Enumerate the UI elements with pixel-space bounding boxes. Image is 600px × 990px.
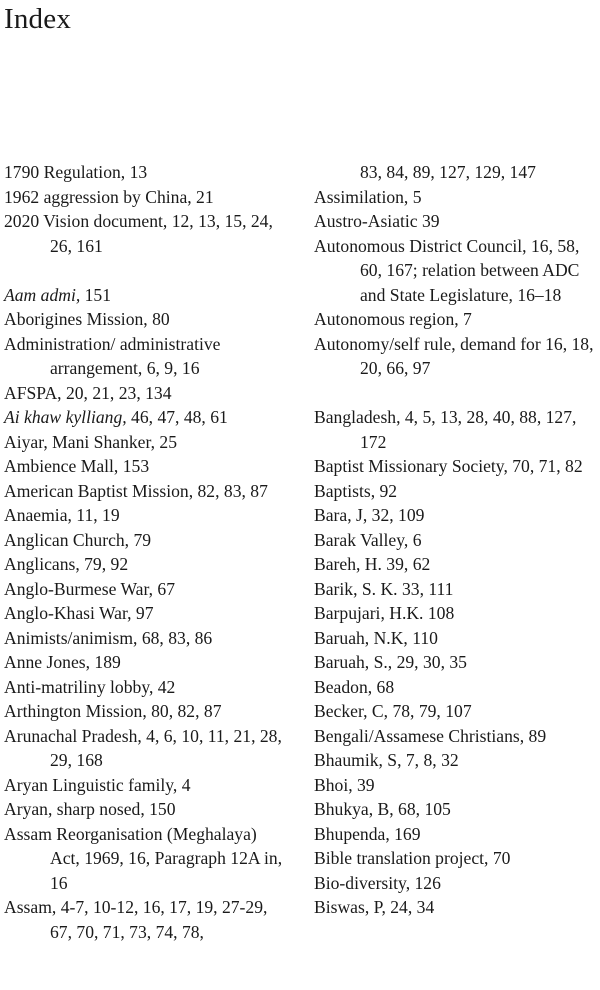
index-entry bbox=[314, 601, 596, 626]
index-column-right bbox=[314, 160, 596, 920]
index-entry-text: Anne Jones, 189 bbox=[4, 652, 121, 672]
index-entry bbox=[4, 528, 289, 553]
index-entry bbox=[4, 405, 289, 430]
index-entry-text: 1790 Regulation, 13 bbox=[4, 162, 148, 182]
index-entry bbox=[314, 626, 596, 651]
index-entry-text: Barik, S. K. 33, 111 bbox=[314, 578, 454, 599]
index-column-left bbox=[4, 160, 289, 944]
index-entry bbox=[4, 332, 289, 381]
index-entry bbox=[314, 822, 596, 847]
index-entry-text: Aryan Linguistic family, 4 bbox=[4, 774, 191, 795]
index-entry bbox=[314, 160, 596, 185]
index-entry-text: Aiyar, Mani Shanker, 25 bbox=[4, 431, 178, 452]
index-entry bbox=[314, 503, 596, 528]
index-entry bbox=[4, 160, 289, 185]
index-entry bbox=[314, 577, 596, 602]
index-entry-text: 46, 47, 48, 61 bbox=[126, 407, 228, 427]
index-entry-text: 2020 Vision document, 12, 13, 15, 24, 26, 161 bbox=[4, 211, 273, 256]
index-entry-text: Aryan, sharp nosed, 150 bbox=[4, 799, 176, 819]
index-entry-text: Bible translation project, 70 bbox=[314, 848, 511, 868]
index-entry bbox=[4, 675, 289, 700]
index-entry bbox=[4, 307, 289, 332]
index-entry-text: Assam Reorganisation (Meghalaya) Act, 1969, 16, Paragraph 12A in, 16 bbox=[4, 823, 283, 893]
page-title: Index bbox=[4, 3, 72, 35]
index-entry bbox=[314, 871, 596, 896]
index-entry-text: Baptists, 92 bbox=[314, 480, 398, 501]
index-entry-text: Anglo-Burmese War, 67 bbox=[4, 578, 176, 599]
index-entry bbox=[4, 822, 289, 896]
index-entry-italic-term: Ai khaw kylliang, bbox=[4, 407, 127, 427]
index-entry-text: Ambience Mall, 153 bbox=[4, 456, 150, 476]
index-entry bbox=[4, 626, 289, 651]
index-entry bbox=[314, 454, 596, 479]
index-entry bbox=[4, 650, 289, 675]
index-entry-text: AFSPA, 20, 21, 23, 134 bbox=[4, 382, 172, 403]
index-entry bbox=[4, 430, 289, 455]
index-entry bbox=[314, 234, 596, 308]
index-entry bbox=[314, 479, 596, 504]
index-entry bbox=[314, 724, 596, 749]
index-entry bbox=[4, 185, 289, 210]
index-entry bbox=[4, 381, 289, 406]
index-entry bbox=[4, 895, 289, 944]
index-entry-text: Anglicans, 79, 92 bbox=[4, 554, 129, 574]
index-entry-text: American Baptist Mission, 82, 83, 87 bbox=[4, 480, 268, 501]
index-entry bbox=[4, 479, 289, 504]
index-entry bbox=[314, 307, 596, 332]
index-entry-text: Bangladesh, 4, 5, 13, 28, 40, 88, 127, 172 bbox=[314, 407, 577, 452]
index-entry bbox=[4, 699, 289, 724]
index-entry-text: Baruah, S., 29, 30, 35 bbox=[314, 652, 467, 672]
index-entry-text: Assimilation, 5 bbox=[314, 186, 422, 207]
index-entry bbox=[4, 724, 289, 773]
index-entry bbox=[4, 773, 289, 798]
index-entry bbox=[314, 332, 596, 381]
index-entry-text: Autonomous District Council, 16, 58, 60, 167; relation between ADC and State Legislature, 16–18 bbox=[314, 235, 580, 305]
index-entry bbox=[4, 797, 289, 822]
index-entry bbox=[314, 773, 596, 798]
index-entry-text: 1962 aggression by China, 21 bbox=[4, 186, 214, 207]
index-entry-text: Aborigines Mission, 80 bbox=[4, 309, 170, 329]
index-entry-text: Bhaumik, S, 7, 8, 32 bbox=[314, 750, 459, 770]
index-entry-text: 83, 84, 89, 127, 129, 147 bbox=[360, 162, 536, 182]
index-entry bbox=[314, 650, 596, 675]
index-entry-text: Arthington Mission, 80, 82, 87 bbox=[4, 701, 222, 721]
index-entry-text: Anti-matriliny lobby, 42 bbox=[4, 676, 176, 697]
index-entry bbox=[314, 797, 596, 822]
index-entry-text: Bhoi, 39 bbox=[314, 774, 375, 795]
index-entry-text: Baptist Missionary Society, 70, 71, 82 bbox=[314, 456, 583, 476]
index-entry-text: 151 bbox=[80, 284, 112, 305]
index-entry-text: Animists/animism, 68, 83, 86 bbox=[4, 627, 213, 648]
index-entry-text: Administration/ administrative arrangement, 6, 9, 16 bbox=[4, 333, 221, 378]
index-entry-text: Becker, C, 78, 79, 107 bbox=[314, 701, 472, 721]
index-entry bbox=[314, 846, 596, 871]
index-entry bbox=[4, 601, 289, 626]
index-entry bbox=[4, 552, 289, 577]
index-entry-text: Assam, 4-7, 10-12, 16, 17, 19, 27-29, 67, 70, 71, 73, 74, 78, bbox=[4, 897, 268, 942]
index-entry-text: Bhupenda, 169 bbox=[314, 823, 421, 844]
index-entry-text: Barak Valley, 6 bbox=[314, 529, 422, 550]
index-entry-text: Bhukya, B, 68, 105 bbox=[314, 799, 451, 819]
index-entry-text: Bara, J, 32, 109 bbox=[314, 505, 425, 525]
index-entry-text: Anglican Church, 79 bbox=[4, 529, 152, 550]
index-entry-italic-term: Aam admi, bbox=[4, 284, 81, 305]
index-entry-text: Arunachal Pradesh, 4, 6, 10, 11, 21, 28, 29, 168 bbox=[4, 725, 282, 770]
index-entry bbox=[4, 454, 289, 479]
index-entry-text: Baruah, N.K, 110 bbox=[314, 627, 438, 648]
index-entry-text: Autonomy/self rule, demand for 16, 18, 20, 66, 97 bbox=[314, 333, 594, 378]
index-entry bbox=[314, 748, 596, 773]
index-entry-text: Autonomous region, 7 bbox=[314, 309, 472, 329]
index-entry bbox=[314, 895, 596, 920]
index-entry bbox=[4, 503, 289, 528]
index-entry-text: Anglo-Khasi War, 97 bbox=[4, 603, 154, 623]
index-entry-text: Austro-Asiatic 39 bbox=[314, 211, 440, 231]
index-entry bbox=[4, 577, 289, 602]
index-entry bbox=[4, 209, 289, 258]
index-entry-text: Biswas, P, 24, 34 bbox=[314, 897, 435, 917]
index-entry bbox=[314, 185, 596, 210]
index-entry-text: Bengali/Assamese Christians, 89 bbox=[314, 725, 547, 746]
index-entry bbox=[314, 209, 596, 234]
index-entry-text: Beadon, 68 bbox=[314, 676, 395, 697]
index-entry bbox=[314, 675, 596, 700]
index-entry-text: Bio-diversity, 126 bbox=[314, 872, 441, 893]
index-entry-text: Barpujari, H.K. 108 bbox=[314, 603, 455, 623]
index-entry-text: Bareh, H. 39, 62 bbox=[314, 554, 431, 574]
index-entry bbox=[4, 283, 289, 308]
index-entry bbox=[314, 552, 596, 577]
index-entry bbox=[314, 528, 596, 553]
index-entry-text: Anaemia, 11, 19 bbox=[4, 505, 120, 525]
index-entry bbox=[314, 405, 596, 454]
index-entry bbox=[314, 699, 596, 724]
